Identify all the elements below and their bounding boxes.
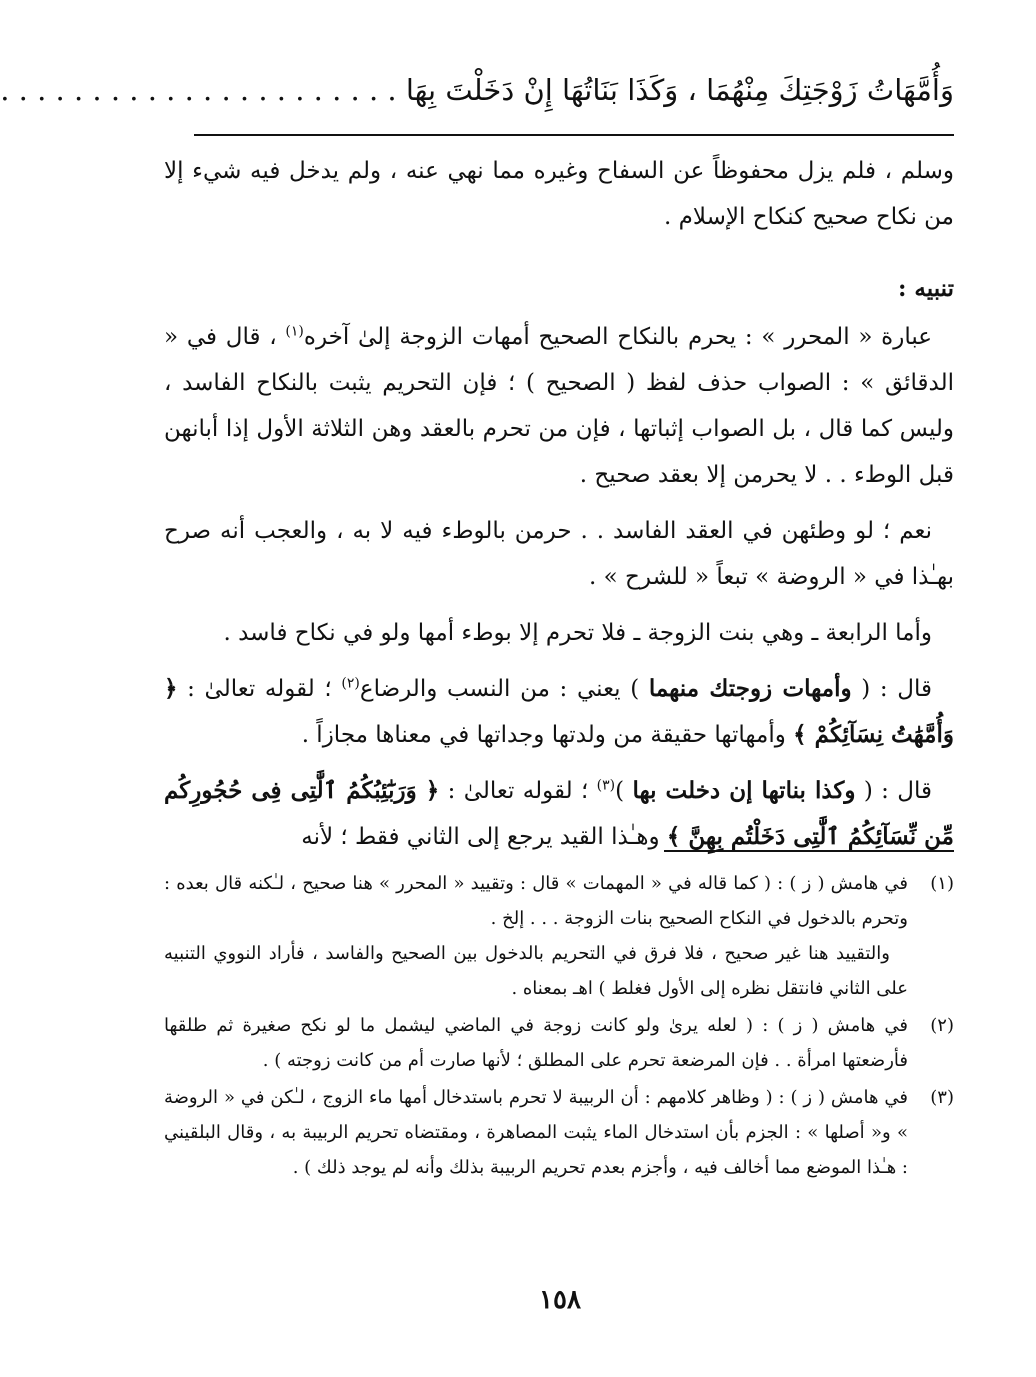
paragraph-text: ) bbox=[615, 778, 633, 804]
footnote-ref-2[interactable]: (٢) bbox=[341, 675, 360, 692]
footnote-3 bbox=[164, 1080, 954, 1185]
footnote-ref-1[interactable]: (١) bbox=[285, 323, 304, 340]
paragraph-text: ) يعني : من النسب والرضاع bbox=[359, 676, 649, 702]
footnote-paragraph: والتقييد هنا غير صحيح ، فلا فرق في التحريم بالدخول بين الصحيح والفاسد ، فأراد النووي التنبيه على الثاني فانتقل نظره إلى الأول فغلط ) اهـ بمعناه . bbox=[164, 943, 908, 999]
paragraph-text: ، قال في « الدقائق » : الصواب حذف لفظ ( الصحيح ) ؛ فإن التحريم يثبت بالنكاح الفاسد ، وليس كما قال ، بل الصواب إثباتها ، فإن من تحرم بالعقد وهن الثلاثة الأول إذا أبانهن قبل الوطء . . لا يحرمن إلا بعقد صحيح . bbox=[164, 324, 954, 488]
paragraph-text: عبارة « المحرر » : يحرم بالنكاح الصحيح أمهات الزوجة إلىٰ آخره bbox=[303, 324, 933, 350]
footnotes bbox=[164, 866, 954, 1187]
footnote-text bbox=[164, 1008, 908, 1078]
paragraph-text: قال : ( bbox=[851, 676, 933, 702]
quran-verse: ﴿ وَأُمَّهَٰتُ نِسَآئِكُمْ ﴾ bbox=[164, 675, 954, 748]
paragraph-banat bbox=[164, 768, 954, 860]
footnote-number: (٢) bbox=[930, 1015, 954, 1036]
footnote-1 bbox=[164, 866, 954, 1006]
footnote-divider bbox=[664, 850, 954, 852]
footnote-paragraph: في هامش ( ز ) : ( كما قاله في « المهمات » قال : وتقييد « المحرر » هنا صحيح ، لـٰكنه قال بعده : وتحرم بالدخول في النكاح الصحيح بنات الزوجة . . . إلخ . bbox=[164, 873, 908, 929]
footnote-number: (٣) bbox=[930, 1087, 954, 1108]
footnote-text bbox=[164, 866, 908, 1006]
footnote-text bbox=[164, 1080, 908, 1185]
paragraph-text: قال : ( bbox=[855, 778, 932, 804]
paragraph-ibara bbox=[164, 314, 954, 498]
footnote-number: (١) bbox=[930, 873, 954, 894]
matn-quote: وأمهات زوجتك منهما bbox=[648, 675, 852, 702]
paragraph-continuation: وسلم ، فلم يزل محفوظاً عن السفاح وغيره مما نهي عنه ، ولم يدخل فيه شيء إلا من نكاح صحيح كنكاح الإسلام . bbox=[164, 158, 954, 230]
quran-verse: ﴿ وَرَبَٰٓئِبُكُمُ ٱلَّٰتِى فِى حُجُورِكُم مِّن نِّسَآئِكُمُ ٱلَّٰتِى دَخَلْتُم بِهِنَّ ﴾ bbox=[164, 777, 954, 850]
header-divider bbox=[194, 134, 954, 136]
paragraph-ummahat bbox=[164, 666, 954, 758]
paragraph-text: ؛ لقوله تعالىٰ : bbox=[439, 778, 597, 804]
matn-quote: وكذا بناتها إن دخلت بها bbox=[632, 777, 856, 804]
footnote-ref-3[interactable]: (٣) bbox=[596, 777, 616, 794]
paragraph-text: وهـٰذا القيد يرجع إلى الثاني فقط ؛ لأنه bbox=[301, 824, 667, 850]
main-text bbox=[164, 148, 954, 870]
paragraph-rabia: وأما الرابعة ـ وهي بنت الزوجة ـ فلا تحرم إلا بوطء أمها ولو في نكاح فاسد . bbox=[223, 620, 932, 646]
tanbih-heading: تنبيه : bbox=[897, 275, 954, 302]
page-number: ١٥٨ bbox=[539, 1285, 581, 1315]
footnote-2 bbox=[164, 1008, 954, 1078]
footnote-paragraph: في هامش ( ز ) : ( وظاهر كلامهم : أن الربيبة لا تحرم باستدخال أمها ماء الزوج ، لـٰكن في « الروضة » و« أصلها » : الجزم بأن استدخال الماء يثبت المصاهرة ، ومقتضاه تحريم الربيبة به ، وقال البلقيني : هـٰذا الموضع مما أخالف فيه ، وأجزم بعدم تحريم الربيبة بذلك وأنه لم يوجد ذلك ) . bbox=[164, 1087, 908, 1178]
paragraph-text: ؛ لقوله تعالىٰ : bbox=[177, 676, 342, 702]
running-header: وَأُمَّهَاتُ زَوْجَتِكَ مِنْهُمَا ، وَكَذَا بَنَاتُهَا إِنْ دَخَلْتَ بِهَا . . . . . . . . . . . . . . . . . . . . . . bbox=[0, 73, 954, 107]
paragraph-naam: نعم ؛ لو وطئهن في العقد الفاسد . . حرمن بالوطء فيه لا به ، والعجب أنه صرح بهـٰذا في « الروضة » تبعاً « للشرح » . bbox=[164, 518, 954, 590]
paragraph-text: وأمهاتها حقيقة من ولدتها وجداتها في معناها مجازاً . bbox=[301, 722, 794, 748]
footnote-paragraph: في هامش ( ز ) : ( لعله يرىٰ ولو كانت زوجة في الماضي ليشمل ما لو نكح صغيرة ثم طلقها فأرضعتها امرأة . . فإن المرضعة تحرم على المطلق ؛ لأنها صارت أم من كانت زوجته ) . bbox=[164, 1015, 908, 1071]
